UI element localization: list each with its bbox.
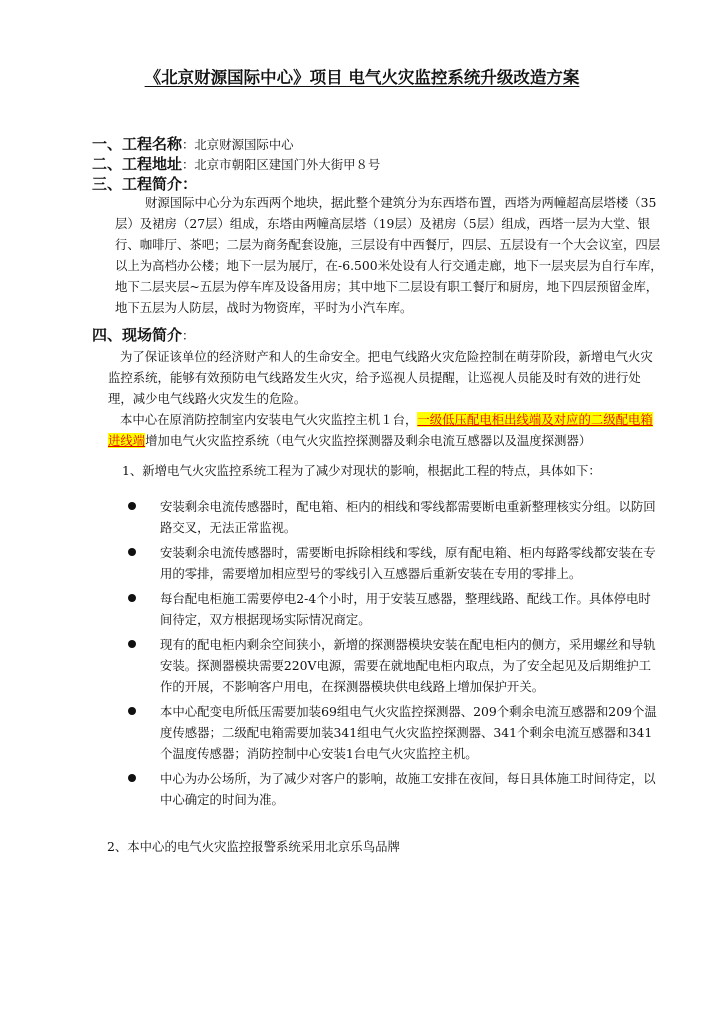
list-item <box>122 634 662 697</box>
bullet-icon <box>128 502 136 510</box>
site-paragraph-2 <box>108 409 658 451</box>
numbered-item-2: 2、本中心的电气火灾监控报警系统采用北京乐鸟品牌 <box>107 839 400 854</box>
section-site-heading <box>92 324 194 345</box>
bullet-icon <box>128 707 136 715</box>
project-address-value: ：北京市朝阳区建国门外大街甲８号 <box>182 157 381 172</box>
bullet-icon <box>128 548 136 556</box>
project-name-value: ：北京财源国际中心 <box>182 137 294 152</box>
site-paragraph-2-end: 增加电气火灾监控系统（电气火灾监控探测器及剩余电流互感器以及温度探测器） <box>145 433 592 448</box>
section-label: 二、工程地址 <box>92 155 183 173</box>
bullet-icon <box>128 594 136 602</box>
list-item <box>122 542 662 584</box>
section-project-intro-heading: 三、工程简介： <box>92 175 198 193</box>
bullet-icon <box>128 774 136 782</box>
section-project-name <box>92 133 294 154</box>
list-item-text: 现有的配电柜内剩余空间狭小，新增的探测器模块安装在配电柜内的侧方，采用螺丝和导轨安装。探测器模块需要220V电源，需要在就地配电柜内取点，为了安全起见及后期维护工作的开展，不影响客户用电，在探测器模块供电线路上增加保护开关。 <box>160 637 656 694</box>
numbered-item-1: 1、新增电气火灾监控系统工程为了减少对现状的影响，根据此工程的特点，具体如下： <box>122 463 601 478</box>
section-label: 四、现场简介 <box>92 326 183 344</box>
section-colon: ： <box>182 328 195 343</box>
list-item <box>122 768 662 810</box>
list-item <box>122 701 662 764</box>
list-item <box>122 496 662 538</box>
list-item-text: 每台配电柜施工需要停电2-4个小时，用于安装互感器，整理线路、配线工作。具体停电时间待定，双方根据现场实际情况商定。 <box>160 591 651 627</box>
site-paragraph-2-start: 本中心在原消防控制室内安装电气火灾监控主机１台， <box>120 412 418 427</box>
highlighted-text: 一级低压配电柜出线端及对应的二级配电箱进线端 <box>108 412 653 448</box>
section-project-address <box>92 153 380 174</box>
document-title: 《北京财源国际中心》项目 电气火灾监控系统升级改造方案 <box>144 68 580 87</box>
bullet-list <box>122 496 662 814</box>
list-item <box>122 588 662 630</box>
list-item-text: 安装剩余电流传感器时，需要断电拆除相线和零线，原有配电箱、柜内每路零线都安装在专用的零排，需要增加相应型号的零线引入互感器后重新安装在专用的零排上。 <box>160 545 656 581</box>
list-item-text: 中心为办公场所，为了减少对客户的影响，故施工安排在夜间，每日具体施工时间待定，以中心确定的时间为准。 <box>160 771 656 807</box>
project-intro-paragraph: 财源国际中心分为东西两个地块，据此整个建筑分为东西塔布置，西塔为两幢超高层塔楼（35层）及裙房（27层）组成，东塔由两幢高层塔（19层）及裙房（5层）组成，西塔一层为大堂、银行、咖啡厅、茶吧；二层为商务配套设施，三层设有中西餐厅，四层、五层设有一个大会议室，四层以上为高档办公楼；地下一层为展厅，在-6.500米处设有人行交通走廊，地下一层夹层为自行车库，地下二层夹层~五层为停车库及设备用房；其中地下二层设有职工餐厅和厨房，地下四层预留金库，地下五层为人防层，战时为物资库，平时为小汽车库。 <box>115 195 663 315</box>
site-paragraph-1: 为了保证该单位的经济财产和人的生命安全。把电气线路火灾危险控制在萌芽阶段，新增电气火灾监控系统，能够有效预防电气线路发生火灾，给予巡视人员提醒，让巡视人员能及时有效的进行处理，减少电气线路火灾发生的危险。 <box>108 349 653 406</box>
list-item-text: 本中心配变电所低压需要加装69组电气火灾监控探测器、209个剩余电流互感器和209个温度传感器；二级配电箱需要加装341组电气火灾监控探测器、341个剩余电流互感器和341个温度传感器；消防控制中心安装1台电气火灾监控主机。 <box>160 704 657 761</box>
bullet-icon <box>128 640 136 648</box>
section-label: 一、工程名称 <box>92 135 183 153</box>
list-item-text: 安装剩余电流传感器时，配电箱、柜内的相线和零线都需要断电重新整理核实分组。以防回路交叉，无法正常监视。 <box>160 499 656 535</box>
